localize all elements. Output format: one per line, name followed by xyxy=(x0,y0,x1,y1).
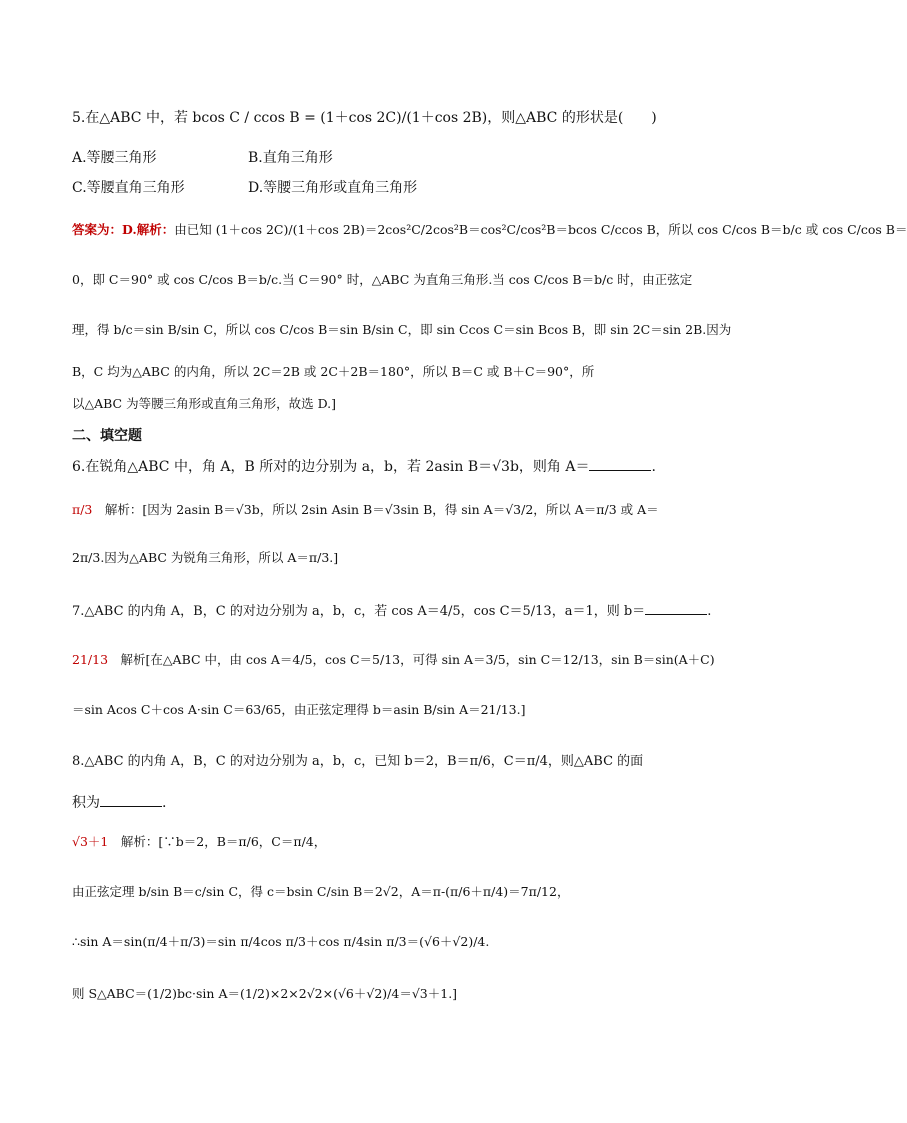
q6-answer-blank xyxy=(589,456,651,471)
q5-option-c: C.等腰直角三角形 xyxy=(72,180,185,196)
q7-analysis-line2: ＝sin Acos C＋cos A·sin C＝63/65，由正弦定理得 b＝asin B/sin A＝21/13.] xyxy=(72,702,526,717)
q5-analysis-line5: 以△ABC 为等腰三角形或直角三角形，故选 D.] xyxy=(72,396,336,411)
q5-options-row2 xyxy=(72,178,722,198)
q8-stem: 8.△ABC 的内角 A，B，C 的对边分别为 a，b，c，已知 b＝2，B＝π/6，C＝π/4，则△ABC 的面 xyxy=(72,754,644,769)
q5-option-a: A.等腰三角形 xyxy=(72,150,157,166)
q8-answer-blank xyxy=(100,792,162,807)
q7-answer: 21/13 xyxy=(72,652,109,667)
q8-answer: √3＋1 xyxy=(72,834,109,849)
q8-analysis-line2: 由正弦定理 b/sin B＝c/sin C，得 c＝bsin C/sin B＝2√2，A＝π-(π/6＋π/4)＝7π/12， xyxy=(72,884,570,899)
q7-stem: 7.△ABC 的内角 A，B，C 的对边分别为 a，b，c，若 cos A＝4/5，cos C＝5/13，a＝1，则 b＝ . xyxy=(72,600,722,622)
q5-options-row1 xyxy=(72,148,722,168)
q5-analysis-line4: B，C 均为△ABC 的内角，所以 2C＝2B 或 2C＋2B＝180°，所以 B＝C 或 B＋C＝90°，所 xyxy=(72,364,595,379)
q6-stem: 6.在锐角△ABC 中，角 A，B 所对的边分别为 a，b，若 2asin B＝√3b，则角 A＝ . xyxy=(72,456,722,477)
q5-stem: 5.在△ABC 中，若 bcos C / ccos B = (1＋cos 2C)/(1＋cos 2B)，则△ABC 的形状是( ) xyxy=(72,110,657,126)
q8-stem-line2: 积为 . xyxy=(72,792,722,813)
q5-analysis-line1: 答案为：D.解析：由已知 (1＋cos 2C)/(1＋cos 2B)＝2cos²C/2cos²B＝cos²C/cos²B＝bcos C/ccos B，所以 cos C/cos B＝b/c 或 cos C/cos B＝ xyxy=(72,222,907,237)
q5-analysis-line2: 0，即 C＝90° 或 cos C/cos B＝b/c.当 C＝90° 时，△ABC 为直角三角形.当 cos C/cos B＝b/c 时，由正弦定 xyxy=(72,272,693,287)
section-title: 二、填空题 xyxy=(72,428,142,444)
q6-analysis-line2: 2π/3.因为△ABC 为锐角三角形，所以 A＝π/3.] xyxy=(72,550,339,565)
q6-analysis-line1: π/3 解析：[因为 2asin B＝√3b，所以 2sin Asin B＝√3sin B，得 sin A＝√3/2，所以 A＝π/3 或 A＝ xyxy=(72,502,659,517)
q6-answer: π/3 xyxy=(72,502,93,517)
q8-analysis-line1: √3＋1 解析：[∵b＝2，B＝π/6，C＝π/4， xyxy=(72,834,327,849)
q8-analysis-line3: ∴sin A＝sin(π/4＋π/3)＝sin π/4cos π/3＋cos π/4sin π/3＝(√6＋√2)/4. xyxy=(72,934,490,949)
q8-analysis-line4: 则 S△ABC＝(1/2)bc·sin A＝(1/2)×2×2√2×(√6＋√2)/4＝√3＋1.] xyxy=(72,986,458,1001)
q5-analysis-line3: 理，得 b/c＝sin B/sin C，所以 cos C/cos B＝sin B/sin C，即 sin Ccos C＝sin Bcos B，即 sin 2C＝sin 2B.因为 xyxy=(72,322,732,337)
q7-analysis-line1: 21/13 解析[在△ABC 中，由 cos A＝4/5，cos C＝5/13，可得 sin A＝3/5，sin C＝12/13，sin B＝sin(A＋C) xyxy=(72,652,715,667)
q5-answer-label: 答案为：D.解析： xyxy=(72,222,175,237)
q7-answer-blank xyxy=(645,600,707,615)
q5-option-d: D.等腰三角形或直角三角形 xyxy=(248,180,418,196)
q5-option-b: B.直角三角形 xyxy=(248,150,333,166)
